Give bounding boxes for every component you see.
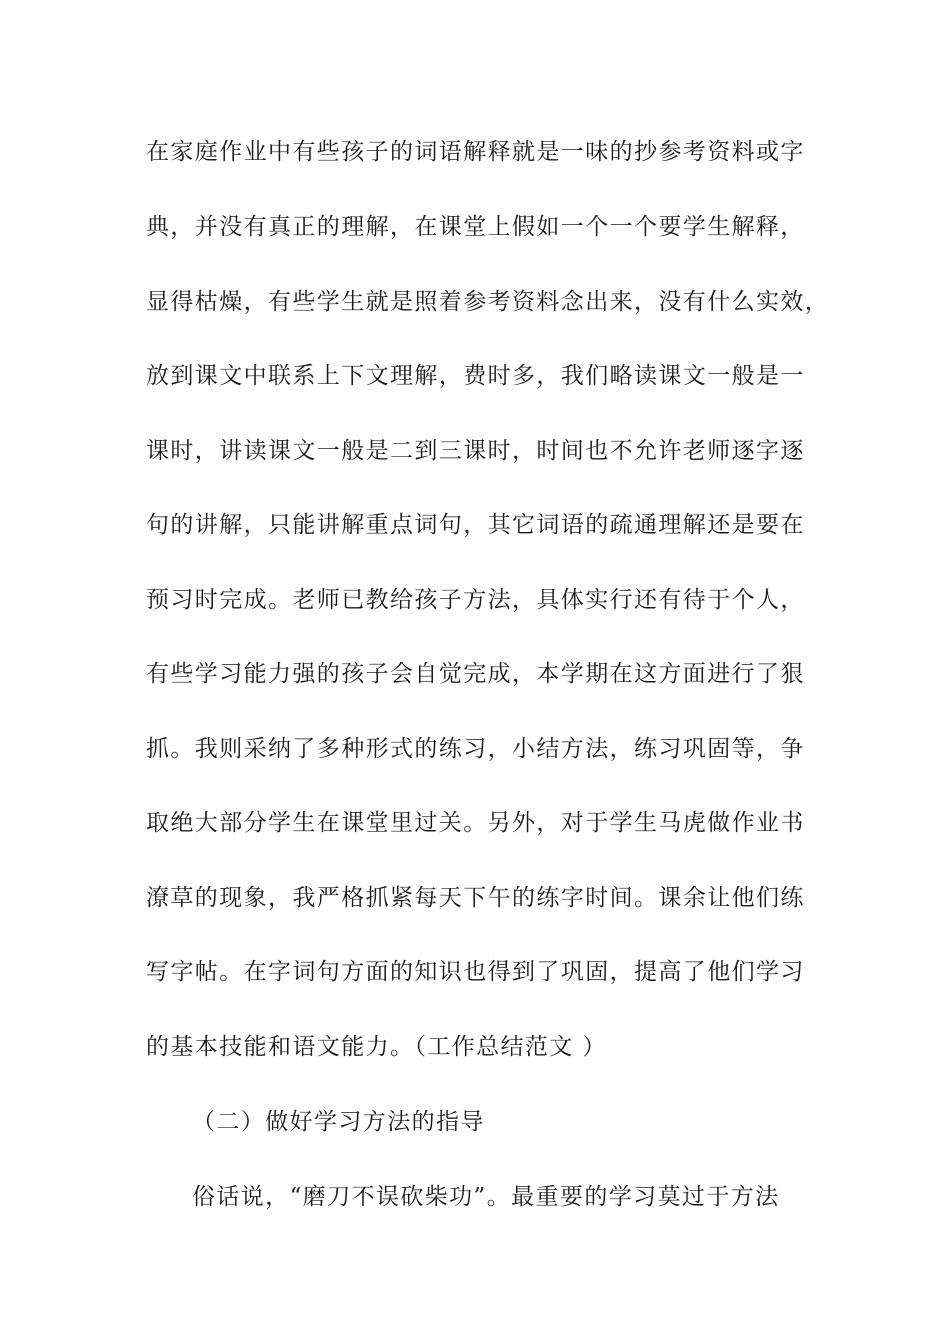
paragraph-line-11: 潦草的现象，我严格抓紧每天下午的练字时间。课余让他们练 [146,885,805,911]
paragraph-line-2: 典，并没有真正的理解，在课堂上假如一个一个要学生解释， [146,214,805,240]
paragraph-line-7: 预习时完成。老师已教给孩子方法，具体实行还有待于个人， [146,587,805,613]
paragraph-line-1: 在家庭作业中有些孩子的词语解释就是一味的抄参考资料或字 [146,139,805,165]
section-heading: （二）做好学习方法的指导 [192,1109,485,1135]
paragraph-start-line: 俗话说，“磨刀不误砍柴功”。最重要的学习莫过于方法 [192,1184,780,1210]
paragraph-line-5: 课时，讲读课文一般是二到三课时，时间也不允许老师逐字逐 [146,438,805,464]
paragraph-line-8: 有些学习能力强的孩子会自觉完成，本学期在这方面进行了狠 [146,661,805,687]
paragraph-line-10: 取绝大部分学生在课堂里过关。另外，对于学生马虎做作业书 [146,810,805,836]
paragraph-line-3: 显得枯燥，有些学生就是照着参考资料念出来，没有什么实效， [146,289,830,315]
paragraph-line-4: 放到课文中联系上下文理解，费时多，我们略读课文一般是一 [146,363,805,389]
paragraph-line-9: 抓。我则采纳了多种形式的练习，小结方法，练习巩固等，争 [146,736,805,762]
paragraph-line-12: 写字帖。在字词句方面的知识也得到了巩固，提高了他们学习 [146,959,805,985]
paragraph-line-13: 的基本技能和语文能力。（工作总结范文 ） [146,1034,607,1060]
paragraph-line-6: 句的讲解，只能讲解重点词句，其它词语的疏通理解还是要在 [146,512,805,538]
